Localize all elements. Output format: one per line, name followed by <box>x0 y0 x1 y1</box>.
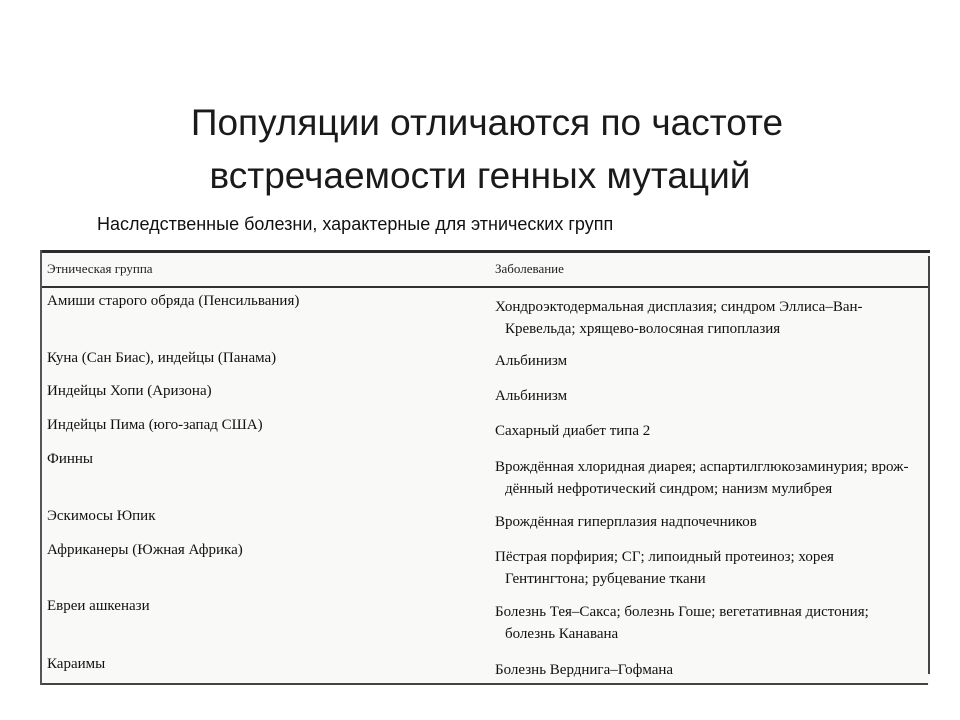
table-row-group: Индейцы Пима (юго-запад США) <box>47 417 263 433</box>
disease-line: Пёстрая порфирия; СГ; липоидный протеиноз; хорея <box>495 549 834 565</box>
header-divider <box>42 286 928 288</box>
table-row-disease <box>495 456 908 500</box>
scanned-table <box>40 250 930 685</box>
disease-line-continued: болезнь Канавана <box>505 626 619 642</box>
table-row-disease: Альбинизм <box>495 388 568 404</box>
table-row-disease: Сахарный диабет типа 2 <box>495 423 651 439</box>
table-row-group: Индейцы Хопи (Аризона) <box>47 383 212 399</box>
table-row-disease <box>495 296 863 340</box>
disease-line-continued: Кревельда; хрящево-волосяная гипоплазия <box>505 321 781 337</box>
slide-title <box>0 96 960 202</box>
table-right-border <box>928 256 930 674</box>
disease-line-continued: дённый нефротический синдром; нанизм мулибрея <box>505 481 833 497</box>
table-top-border <box>40 250 930 253</box>
table-row-group: Финны <box>47 451 94 467</box>
table-row-disease <box>495 546 834 590</box>
disease-line: Хондроэктодермальная дисплазия; синдром Эллиса–Ван- <box>495 299 863 315</box>
table-left-border <box>40 250 42 685</box>
table-bottom-border <box>42 683 928 685</box>
disease-line-continued: Гентингтона; рубцевание ткани <box>505 571 706 587</box>
table-row-disease: Врождённая гиперплазия надпочечников <box>495 514 757 530</box>
header-disease: Заболевание <box>495 261 564 276</box>
table-row-group: Амиши старого обряда (Пенсильвания) <box>47 293 300 309</box>
table-row-group: Эскимосы Юпик <box>47 508 156 524</box>
table-row-disease: Альбинизм <box>495 353 568 369</box>
table-row-group: Караимы <box>47 656 106 672</box>
table-row-group: Евреи ашкенази <box>47 598 150 614</box>
table-row-disease: Болезнь Верднига–Гофмана <box>495 662 674 678</box>
slide-title-line-2: встречаемости генных мутаций <box>209 155 751 196</box>
slide-title-line-1: Популяции отличаются по частоте <box>190 102 784 143</box>
table-row-group: Африканеры (Южная Африка) <box>47 542 243 558</box>
table-row-group: Куна (Сан Биас), индейцы (Панама) <box>47 350 277 366</box>
header-ethnic-group: Этническая группа <box>47 261 153 276</box>
table-row-disease <box>495 601 869 645</box>
table-caption: Наследственные болезни, характерные для этнических групп <box>97 214 614 234</box>
disease-line: Болезнь Тея–Сакса; болезнь Гоше; вегетативная дистония; <box>495 604 869 620</box>
disease-line: Врождённая хлоридная диарея; аспартилглюкозаминурия; врож- <box>495 459 909 475</box>
